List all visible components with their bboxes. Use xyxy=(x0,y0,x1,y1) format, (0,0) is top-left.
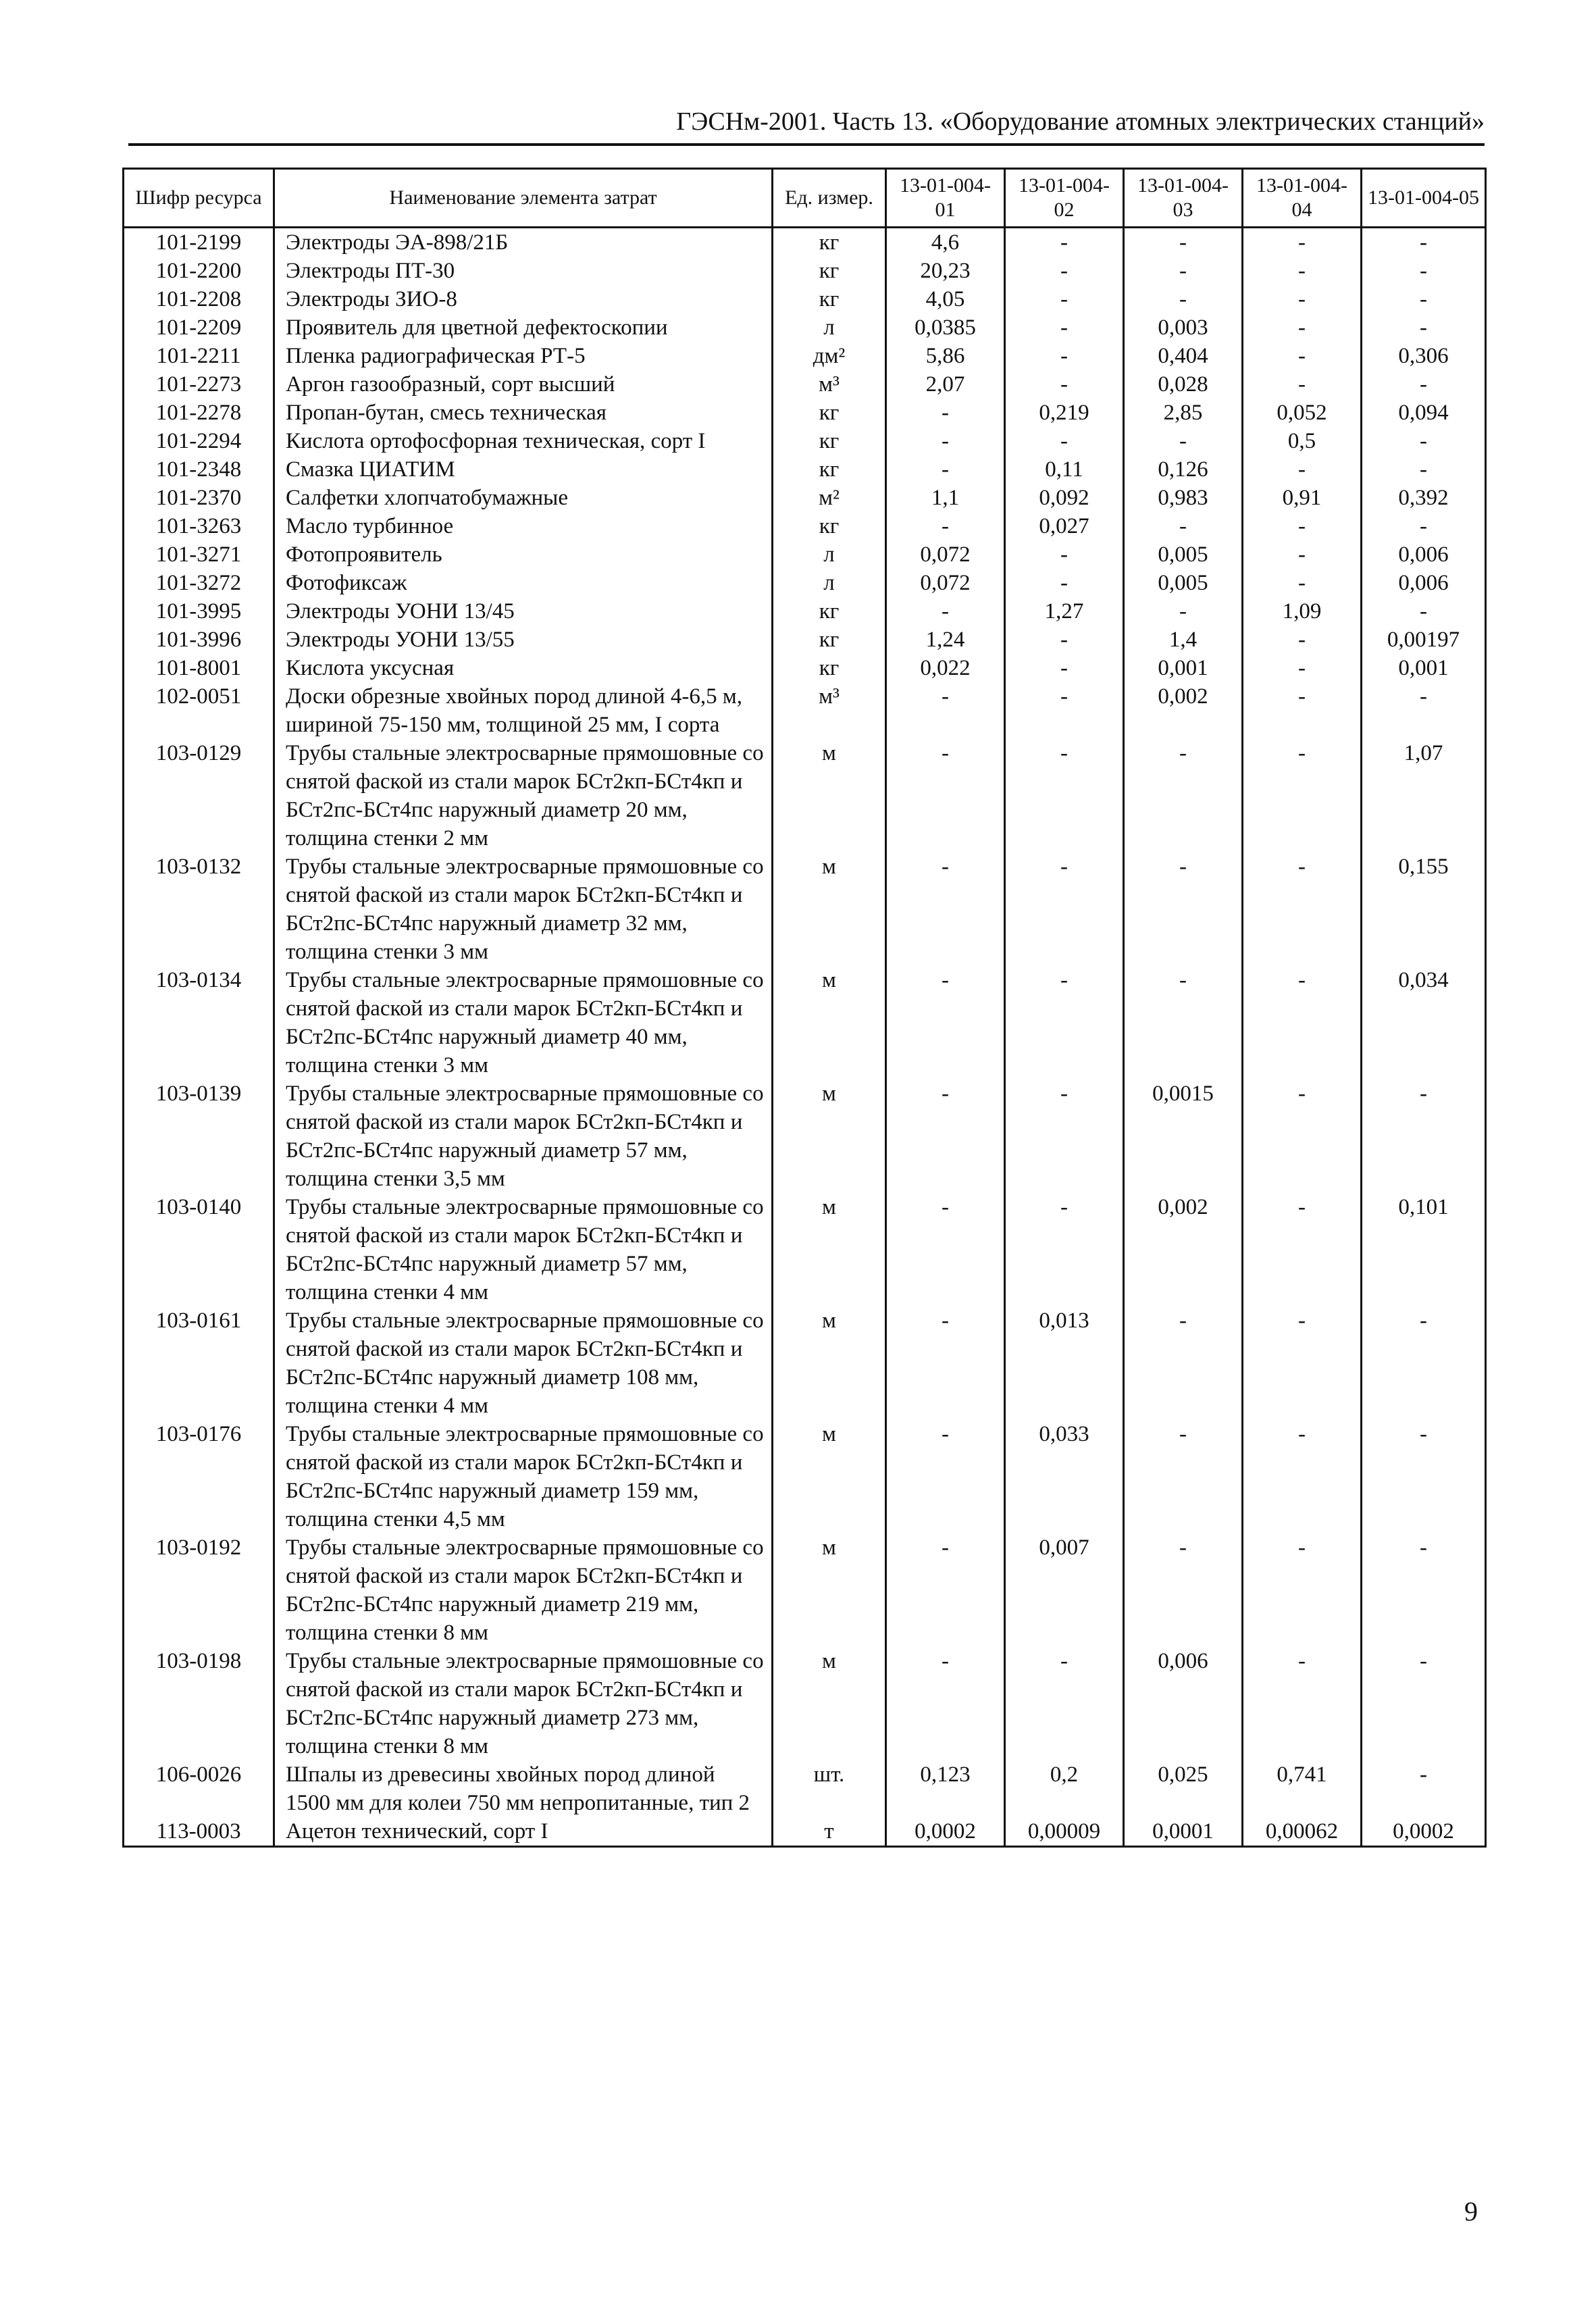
page-number: 9 xyxy=(1464,2196,1478,2227)
table-row xyxy=(124,1079,1486,1193)
cell-resource-name: Кислота ортофосфорная техническая, сорт I xyxy=(274,427,773,455)
cell-resource-code: 101-8001 xyxy=(124,654,274,682)
cell-value-13-01-004-03: - xyxy=(1124,512,1243,540)
cell-value-13-01-004-04: - xyxy=(1243,455,1362,484)
cell-value-13-01-004-05: - xyxy=(1362,427,1486,455)
cell-unit: м xyxy=(773,966,886,1079)
cell-value-13-01-004-03: 0,002 xyxy=(1124,1193,1243,1306)
cell-unit: л xyxy=(773,313,886,342)
cell-value-13-01-004-02: - xyxy=(1005,540,1124,569)
cell-unit: кг xyxy=(773,512,886,540)
cell-value-13-01-004-05: - xyxy=(1362,1533,1486,1647)
cell-value-13-01-004-01: - xyxy=(886,1533,1005,1647)
cell-unit: кг xyxy=(773,427,886,455)
cell-value-13-01-004-03: 0,001 xyxy=(1124,654,1243,682)
cell-value-13-01-004-04: - xyxy=(1243,682,1362,739)
cell-value-13-01-004-04: 0,741 xyxy=(1243,1760,1362,1817)
cell-value-13-01-004-04: - xyxy=(1243,1079,1362,1193)
cell-value-13-01-004-03: 0,025 xyxy=(1124,1760,1243,1817)
cell-value-13-01-004-03: 1,4 xyxy=(1124,626,1243,654)
cell-resource-code: 101-2273 xyxy=(124,370,274,399)
cell-value-13-01-004-01: 2,07 xyxy=(886,370,1005,399)
cell-value-13-01-004-02: - xyxy=(1005,313,1124,342)
cell-resource-code: 103-0161 xyxy=(124,1306,274,1420)
cell-resource-code: 101-3263 xyxy=(124,512,274,540)
cell-value-13-01-004-02: - xyxy=(1005,370,1124,399)
cell-value-13-01-004-03: 0,983 xyxy=(1124,484,1243,512)
table-row xyxy=(124,966,1486,1079)
cell-value-13-01-004-04: 0,052 xyxy=(1243,399,1362,427)
cell-value-13-01-004-01: 0,123 xyxy=(886,1760,1005,1817)
table-row xyxy=(124,399,1486,427)
cell-value-13-01-004-04: 0,5 xyxy=(1243,427,1362,455)
cell-value-13-01-004-05: 0,001 xyxy=(1362,654,1486,682)
cell-resource-code: 101-2200 xyxy=(124,257,274,285)
cell-value-13-01-004-03: 0,126 xyxy=(1124,455,1243,484)
cell-value-13-01-004-05: 0,006 xyxy=(1362,540,1486,569)
cell-value-13-01-004-05: - xyxy=(1362,1760,1486,1817)
cell-value-13-01-004-04: - xyxy=(1243,540,1362,569)
cell-value-13-01-004-03: 0,003 xyxy=(1124,313,1243,342)
column-header-13-01-004-05: 13-01-004-05 xyxy=(1362,169,1486,228)
cell-value-13-01-004-03: - xyxy=(1124,257,1243,285)
cell-value-13-01-004-05: - xyxy=(1362,228,1486,257)
cell-value-13-01-004-03: 0,006 xyxy=(1124,1647,1243,1760)
cell-resource-name: Проявитель для цветной дефектоскопии xyxy=(274,313,773,342)
cell-resource-code: 101-2211 xyxy=(124,342,274,370)
cell-unit: кг xyxy=(773,399,886,427)
column-header-name: Наименование элемента затрат xyxy=(274,169,773,228)
cell-value-13-01-004-02: 0,033 xyxy=(1005,1420,1124,1533)
cell-value-13-01-004-01: - xyxy=(886,1647,1005,1760)
cell-value-13-01-004-02: - xyxy=(1005,257,1124,285)
cell-resource-code: 101-2199 xyxy=(124,228,274,257)
cell-unit: кг xyxy=(773,257,886,285)
cell-value-13-01-004-01: 0,072 xyxy=(886,569,1005,597)
cell-value-13-01-004-04: 0,91 xyxy=(1243,484,1362,512)
table-row xyxy=(124,540,1486,569)
cell-value-13-01-004-01: 1,1 xyxy=(886,484,1005,512)
table-row xyxy=(124,626,1486,654)
cell-value-13-01-004-05: 1,07 xyxy=(1362,739,1486,853)
cell-value-13-01-004-03: - xyxy=(1124,1420,1243,1533)
cell-value-13-01-004-02: - xyxy=(1005,342,1124,370)
cell-value-13-01-004-03: - xyxy=(1124,228,1243,257)
cell-resource-name: Трубы стальные электросварные прямошовные со снятой фаской из стали марок БСт2кп-БСт4кп и БСт2пс-БСт4пс наружный диаметр 32 мм, толщина стенки 3 мм xyxy=(274,853,773,966)
column-header-13-01-004-04: 13-01-004-04 xyxy=(1243,169,1362,228)
cell-value-13-01-004-03: 0,0015 xyxy=(1124,1079,1243,1193)
cell-value-13-01-004-05: - xyxy=(1362,370,1486,399)
table-row xyxy=(124,342,1486,370)
table-row xyxy=(124,427,1486,455)
cell-value-13-01-004-02: - xyxy=(1005,1079,1124,1193)
cell-value-13-01-004-01: 0,0002 xyxy=(886,1817,1005,1847)
cell-value-13-01-004-04: - xyxy=(1243,569,1362,597)
cell-value-13-01-004-02: - xyxy=(1005,626,1124,654)
cell-value-13-01-004-02: 0,027 xyxy=(1005,512,1124,540)
cell-value-13-01-004-04: - xyxy=(1243,654,1362,682)
table-body xyxy=(124,228,1486,1847)
cell-unit: кг xyxy=(773,285,886,313)
cell-resource-name: Электроды УОНИ 13/55 xyxy=(274,626,773,654)
cell-value-13-01-004-02: - xyxy=(1005,285,1124,313)
cell-value-13-01-004-03: 0,404 xyxy=(1124,342,1243,370)
cell-resource-code: 101-3996 xyxy=(124,626,274,654)
cell-value-13-01-004-04: 1,09 xyxy=(1243,597,1362,626)
cell-value-13-01-004-05: 0,306 xyxy=(1362,342,1486,370)
cell-value-13-01-004-02: - xyxy=(1005,427,1124,455)
cell-resource-name: Кислота уксусная xyxy=(274,654,773,682)
cell-value-13-01-004-02: 0,219 xyxy=(1005,399,1124,427)
cell-value-13-01-004-03: - xyxy=(1124,966,1243,1079)
cell-value-13-01-004-01: 0,072 xyxy=(886,540,1005,569)
cell-value-13-01-004-04: - xyxy=(1243,1306,1362,1420)
cell-value-13-01-004-01: - xyxy=(886,427,1005,455)
cell-value-13-01-004-03: - xyxy=(1124,597,1243,626)
cell-value-13-01-004-01: - xyxy=(886,597,1005,626)
cell-value-13-01-004-04: - xyxy=(1243,1533,1362,1647)
cell-unit: л xyxy=(773,540,886,569)
cell-value-13-01-004-04: - xyxy=(1243,342,1362,370)
cell-unit: м xyxy=(773,739,886,853)
cell-value-13-01-004-01: - xyxy=(886,1306,1005,1420)
cell-unit: кг xyxy=(773,228,886,257)
cell-value-13-01-004-03: 0,028 xyxy=(1124,370,1243,399)
cell-value-13-01-004-03: - xyxy=(1124,1533,1243,1647)
cell-value-13-01-004-04: - xyxy=(1243,313,1362,342)
cell-value-13-01-004-03: - xyxy=(1124,285,1243,313)
cell-value-13-01-004-05: - xyxy=(1362,285,1486,313)
cell-resource-name: Пленка радиографическая РТ-5 xyxy=(274,342,773,370)
cell-resource-name: Электроды ЗИО-8 xyxy=(274,285,773,313)
cell-value-13-01-004-01: - xyxy=(886,1079,1005,1193)
cell-resource-code: 103-0132 xyxy=(124,853,274,966)
cell-value-13-01-004-04: - xyxy=(1243,739,1362,853)
cell-resource-name: Салфетки хлопчатобумажные xyxy=(274,484,773,512)
cell-value-13-01-004-04: - xyxy=(1243,1193,1362,1306)
cell-resource-code: 103-0140 xyxy=(124,1193,274,1306)
cell-value-13-01-004-01: - xyxy=(886,399,1005,427)
cell-value-13-01-004-02: - xyxy=(1005,654,1124,682)
cell-value-13-01-004-04: - xyxy=(1243,966,1362,1079)
cell-resource-code: 101-3995 xyxy=(124,597,274,626)
table-row xyxy=(124,313,1486,342)
resource-cost-table xyxy=(122,168,1487,1848)
table-row xyxy=(124,1647,1486,1760)
cell-value-13-01-004-01: - xyxy=(886,739,1005,853)
cell-resource-code: 106-0026 xyxy=(124,1760,274,1817)
table-row xyxy=(124,739,1486,853)
cell-value-13-01-004-02: - xyxy=(1005,1647,1124,1760)
page-header: ГЭСНм-2001. Часть 13. «Оборудование атомных электрических станций» xyxy=(676,107,1485,136)
cell-resource-name: Трубы стальные электросварные прямошовные со снятой фаской из стали марок БСт2кп-БСт4кп и БСт2пс-БСт4пс наружный диаметр 273 мм, толщина стенки 8 мм xyxy=(274,1647,773,1760)
cell-value-13-01-004-02: 1,27 xyxy=(1005,597,1124,626)
cell-resource-name: Трубы стальные электросварные прямошовные со снятой фаской из стали марок БСт2кп-БСт4кп и БСт2пс-БСт4пс наружный диаметр 108 мм, толщина стенки 4 мм xyxy=(274,1306,773,1420)
cell-value-13-01-004-05: - xyxy=(1362,682,1486,739)
cell-value-13-01-004-05: - xyxy=(1362,512,1486,540)
cell-value-13-01-004-01: - xyxy=(886,1193,1005,1306)
cell-value-13-01-004-05: 0,155 xyxy=(1362,853,1486,966)
table-row xyxy=(124,682,1486,739)
cell-value-13-01-004-03: - xyxy=(1124,1306,1243,1420)
table-row xyxy=(124,484,1486,512)
cell-value-13-01-004-05: - xyxy=(1362,1306,1486,1420)
cell-value-13-01-004-05: 0,00197 xyxy=(1362,626,1486,654)
cell-value-13-01-004-01: - xyxy=(886,682,1005,739)
column-header-unit: Ед. измер. xyxy=(773,169,886,228)
cell-resource-name: Шпалы из древесины хвойных пород длиной 1500 мм для колеи 750 мм непропитанные, тип 2 xyxy=(274,1760,773,1817)
column-header-13-01-004-02: 13-01-004-02 xyxy=(1005,169,1124,228)
cell-value-13-01-004-05: - xyxy=(1362,257,1486,285)
header-rule xyxy=(128,143,1485,146)
table-row xyxy=(124,257,1486,285)
cell-resource-name: Электроды УОНИ 13/45 xyxy=(274,597,773,626)
cell-unit: кг xyxy=(773,654,886,682)
cell-resource-name: Смазка ЦИАТИМ xyxy=(274,455,773,484)
cell-resource-code: 103-0192 xyxy=(124,1533,274,1647)
table-row xyxy=(124,569,1486,597)
cell-resource-name: Доски обрезные хвойных пород длиной 4-6,5 м, шириной 75-150 мм, толщиной 25 мм, I сорта xyxy=(274,682,773,739)
cell-value-13-01-004-04: - xyxy=(1243,512,1362,540)
cell-value-13-01-004-05: 0,094 xyxy=(1362,399,1486,427)
cell-value-13-01-004-05: - xyxy=(1362,455,1486,484)
cell-resource-code: 101-2208 xyxy=(124,285,274,313)
cell-unit: м³ xyxy=(773,682,886,739)
cell-unit: шт. xyxy=(773,1760,886,1817)
cell-resource-code: 101-2294 xyxy=(124,427,274,455)
cell-value-13-01-004-04: - xyxy=(1243,257,1362,285)
cell-resource-name: Ацетон технический, сорт I xyxy=(274,1817,773,1847)
cell-unit: м³ xyxy=(773,370,886,399)
table-row xyxy=(124,1306,1486,1420)
cell-resource-name: Пропан-бутан, смесь техническая xyxy=(274,399,773,427)
cell-value-13-01-004-03: 0,002 xyxy=(1124,682,1243,739)
cell-value-13-01-004-04: 0,00062 xyxy=(1243,1817,1362,1847)
cell-value-13-01-004-02: - xyxy=(1005,966,1124,1079)
table-row xyxy=(124,455,1486,484)
cell-unit: м xyxy=(773,1533,886,1647)
cell-value-13-01-004-04: - xyxy=(1243,370,1362,399)
cell-unit: кг xyxy=(773,455,886,484)
cell-value-13-01-004-05: 0,0002 xyxy=(1362,1817,1486,1847)
cell-value-13-01-004-02: - xyxy=(1005,1193,1124,1306)
cell-value-13-01-004-03: 0,0001 xyxy=(1124,1817,1243,1847)
table-row xyxy=(124,1193,1486,1306)
cell-value-13-01-004-05: 0,034 xyxy=(1362,966,1486,1079)
cell-resource-code: 103-0139 xyxy=(124,1079,274,1193)
cell-resource-code: 102-0051 xyxy=(124,682,274,739)
cell-resource-code: 103-0134 xyxy=(124,966,274,1079)
cell-resource-code: 101-2278 xyxy=(124,399,274,427)
cell-unit: дм² xyxy=(773,342,886,370)
cell-resource-name: Фотофиксаж xyxy=(274,569,773,597)
cell-value-13-01-004-02: 0,00009 xyxy=(1005,1817,1124,1847)
cell-value-13-01-004-02: - xyxy=(1005,853,1124,966)
cell-value-13-01-004-04: - xyxy=(1243,1647,1362,1760)
cell-value-13-01-004-02: - xyxy=(1005,569,1124,597)
cell-value-13-01-004-02: - xyxy=(1005,228,1124,257)
cell-value-13-01-004-03: 0,005 xyxy=(1124,569,1243,597)
cell-value-13-01-004-05: 0,006 xyxy=(1362,569,1486,597)
cell-resource-code: 101-2348 xyxy=(124,455,274,484)
table-row xyxy=(124,654,1486,682)
cell-value-13-01-004-03: 0,005 xyxy=(1124,540,1243,569)
cell-resource-name: Аргон газообразный, сорт высший xyxy=(274,370,773,399)
table-row xyxy=(124,1817,1486,1847)
cell-unit: кг xyxy=(773,597,886,626)
cell-resource-code: 103-0176 xyxy=(124,1420,274,1533)
table-row xyxy=(124,512,1486,540)
cell-value-13-01-004-05: - xyxy=(1362,597,1486,626)
cell-value-13-01-004-01: - xyxy=(886,966,1005,1079)
table-row xyxy=(124,370,1486,399)
cell-unit: кг xyxy=(773,626,886,654)
column-header-code: Шифр ресурса xyxy=(124,169,274,228)
cell-resource-name: Фотопроявитель xyxy=(274,540,773,569)
cell-resource-name: Трубы стальные электросварные прямошовные со снятой фаской из стали марок БСт2кп-БСт4кп и БСт2пс-БСт4пс наружный диаметр 40 мм, толщина стенки 3 мм xyxy=(274,966,773,1079)
cell-value-13-01-004-01: - xyxy=(886,512,1005,540)
table-row xyxy=(124,228,1486,257)
cell-value-13-01-004-03: - xyxy=(1124,853,1243,966)
table-row xyxy=(124,853,1486,966)
cell-resource-name: Трубы стальные электросварные прямошовные со снятой фаской из стали марок БСт2кп-БСт4кп и БСт2пс-БСт4пс наружный диаметр 20 мм, толщина стенки 2 мм xyxy=(274,739,773,853)
cell-value-13-01-004-01: 4,6 xyxy=(886,228,1005,257)
cell-resource-name: Электроды ПТ-30 xyxy=(274,257,773,285)
cell-resource-name: Масло турбинное xyxy=(274,512,773,540)
cell-value-13-01-004-05: 0,392 xyxy=(1362,484,1486,512)
cell-value-13-01-004-02: 0,11 xyxy=(1005,455,1124,484)
column-header-13-01-004-01: 13-01-004-01 xyxy=(886,169,1005,228)
table-row xyxy=(124,1420,1486,1533)
cell-value-13-01-004-02: - xyxy=(1005,682,1124,739)
cell-resource-code: 101-3272 xyxy=(124,569,274,597)
cell-resource-name: Трубы стальные электросварные прямошовные со снятой фаской из стали марок БСт2кп-БСт4кп и БСт2пс-БСт4пс наружный диаметр 57 мм, толщина стенки 3,5 мм xyxy=(274,1079,773,1193)
cell-value-13-01-004-01: 0,0385 xyxy=(886,313,1005,342)
cell-unit: л xyxy=(773,569,886,597)
cell-value-13-01-004-04: - xyxy=(1243,853,1362,966)
cell-resource-name: Трубы стальные электросварные прямошовные со снятой фаской из стали марок БСт2кп-БСт4кп и БСт2пс-БСт4пс наружный диаметр 159 мм, толщина стенки 4,5 мм xyxy=(274,1420,773,1533)
cell-unit: т xyxy=(773,1817,886,1847)
cell-value-13-01-004-01: 1,24 xyxy=(886,626,1005,654)
cell-unit: м xyxy=(773,1420,886,1533)
cell-unit: м xyxy=(773,1079,886,1193)
cell-resource-code: 103-0129 xyxy=(124,739,274,853)
cell-value-13-01-004-05: - xyxy=(1362,313,1486,342)
cell-value-13-01-004-05: - xyxy=(1362,1079,1486,1193)
cell-value-13-01-004-04: - xyxy=(1243,285,1362,313)
cell-resource-name: Трубы стальные электросварные прямошовные со снятой фаской из стали марок БСт2кп-БСт4кп и БСт2пс-БСт4пс наружный диаметр 219 мм, толщина стенки 8 мм xyxy=(274,1533,773,1647)
cell-unit: м xyxy=(773,853,886,966)
cell-unit: м xyxy=(773,1193,886,1306)
cell-value-13-01-004-05: 0,101 xyxy=(1362,1193,1486,1306)
cell-resource-code: 101-2209 xyxy=(124,313,274,342)
cell-value-13-01-004-01: - xyxy=(886,853,1005,966)
cell-resource-code: 103-0198 xyxy=(124,1647,274,1760)
cell-value-13-01-004-01: 20,23 xyxy=(886,257,1005,285)
table-row xyxy=(124,597,1486,626)
cell-value-13-01-004-01: 4,05 xyxy=(886,285,1005,313)
cell-value-13-01-004-05: - xyxy=(1362,1647,1486,1760)
cell-resource-code: 101-2370 xyxy=(124,484,274,512)
cell-value-13-01-004-03: 2,85 xyxy=(1124,399,1243,427)
cell-value-13-01-004-04: - xyxy=(1243,1420,1362,1533)
table-header-row xyxy=(124,169,1486,228)
cell-resource-code: 101-3271 xyxy=(124,540,274,569)
cell-resource-code: 113-0003 xyxy=(124,1817,274,1847)
cell-resource-name: Трубы стальные электросварные прямошовные со снятой фаской из стали марок БСт2кп-БСт4кп и БСт2пс-БСт4пс наружный диаметр 57 мм, толщина стенки 4 мм xyxy=(274,1193,773,1306)
column-header-13-01-004-03: 13-01-004-03 xyxy=(1124,169,1243,228)
cell-value-13-01-004-01: 5,86 xyxy=(886,342,1005,370)
cell-value-13-01-004-01: - xyxy=(886,1420,1005,1533)
cell-unit: м xyxy=(773,1647,886,1760)
cell-value-13-01-004-03: - xyxy=(1124,739,1243,853)
cell-value-13-01-004-02: 0,007 xyxy=(1005,1533,1124,1647)
cell-value-13-01-004-02: - xyxy=(1005,739,1124,853)
cell-value-13-01-004-04: - xyxy=(1243,626,1362,654)
cell-value-13-01-004-02: 0,013 xyxy=(1005,1306,1124,1420)
cell-value-13-01-004-01: - xyxy=(886,455,1005,484)
table-row xyxy=(124,285,1486,313)
cell-value-13-01-004-02: 0,092 xyxy=(1005,484,1124,512)
cell-value-13-01-004-05: - xyxy=(1362,1420,1486,1533)
table-row xyxy=(124,1533,1486,1647)
cell-value-13-01-004-02: 0,2 xyxy=(1005,1760,1124,1817)
cell-unit: м² xyxy=(773,484,886,512)
cell-resource-name: Электроды ЭА-898/21Б xyxy=(274,228,773,257)
cell-value-13-01-004-01: 0,022 xyxy=(886,654,1005,682)
cell-value-13-01-004-04: - xyxy=(1243,228,1362,257)
cell-unit: м xyxy=(773,1306,886,1420)
cell-value-13-01-004-03: - xyxy=(1124,427,1243,455)
table-row xyxy=(124,1760,1486,1817)
